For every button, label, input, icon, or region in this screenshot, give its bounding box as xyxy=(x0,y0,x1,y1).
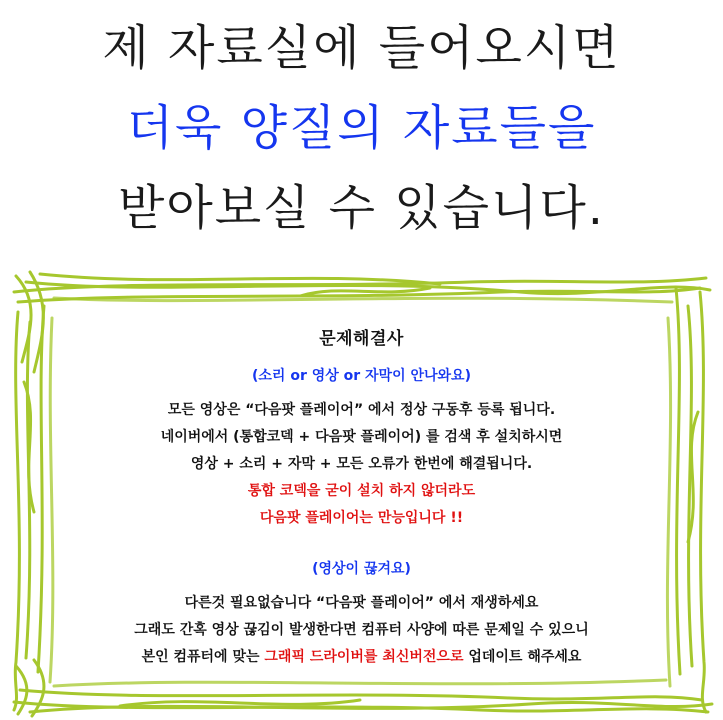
section2-line-2: 그래도 간혹 영상 끊김이 발생한다면 컴퓨터 사양에 따른 문제일 수 있으니 xyxy=(134,622,589,638)
section2-line-1: 다른것 필요없습니다 “다음팟 플레이어” 에서 재생하세요 xyxy=(184,595,539,611)
section2-line-3-suffix: 업데이트 해주세요 xyxy=(463,649,582,665)
section1-line-2: 네이버에서 (통합코덱 + 다음팟 플레이어) 를 검색 후 설치하시면 xyxy=(160,429,563,445)
headline-line-3: 받아보실 수 있습니다. xyxy=(117,180,606,236)
headline-line-2: 더욱 양질의 자료들을 xyxy=(126,100,597,156)
section1-red-line-1: 통합 코덱을 굳이 설치 하지 않더라도 xyxy=(247,483,476,499)
headline-block xyxy=(0,8,723,248)
notice-title: 문제해결사 xyxy=(319,329,404,349)
section2-line-3-prefix: 본인 컴퓨터에 맞는 xyxy=(141,649,265,665)
hand-drawn-frame xyxy=(0,262,723,720)
section1-line-3: 영상 + 소리 + 자막 + 모든 오류가 한번에 해결됩니다. xyxy=(190,456,533,472)
section1-heading: (소리 or 영상 or 자막이 안나와요) xyxy=(252,368,471,384)
section1-line-1: 모든 영상은 “다음팟 플레이어” 에서 정상 구동후 등록 됩니다. xyxy=(167,402,556,418)
section2-heading: (영상이 끊겨요) xyxy=(312,561,411,577)
section2-line-3-red: 그래픽 드라이버를 최신버전으로 xyxy=(264,649,464,665)
headline-line-1: 제 자료실에 들어오시면 xyxy=(102,20,621,76)
notice-content xyxy=(40,324,683,671)
section1-red-line-2: 다음팟 플레이어는 만능입니다 !! xyxy=(259,510,464,526)
section-divider-space xyxy=(40,532,683,558)
section2-line-3 xyxy=(40,644,683,671)
